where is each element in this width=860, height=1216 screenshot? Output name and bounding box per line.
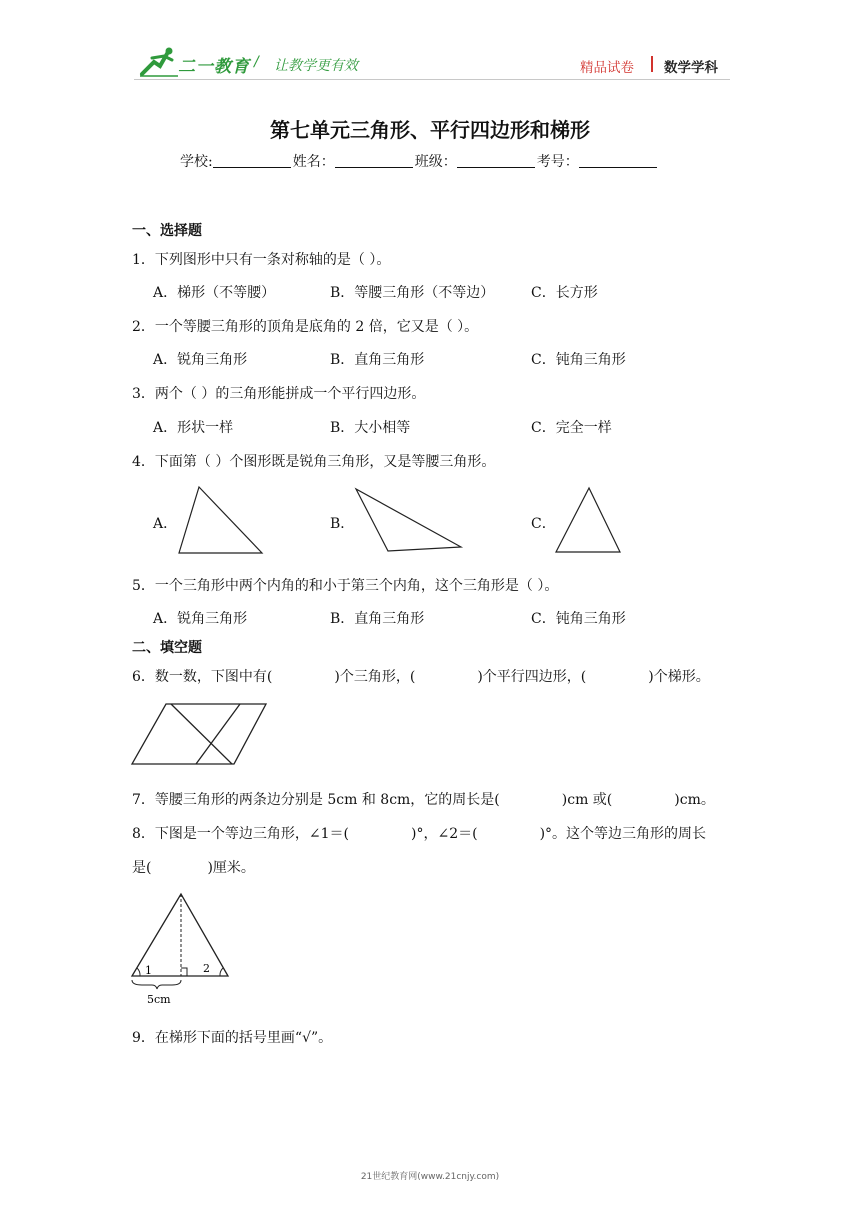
question-7 [132, 789, 715, 809]
q8-equilateral-triangle-figure [126, 888, 236, 1008]
q6-part-2: )个三角形，( [334, 669, 416, 685]
info-id-label: 考号： [536, 154, 579, 170]
question-8 [132, 823, 706, 843]
question-2: 2．一个等腰三角形的顶角是底角的 2 倍，它又是（ ）。 [132, 319, 479, 335]
header-vertical-divider [651, 56, 653, 72]
q7-part-3: )cm。 [674, 792, 715, 808]
q8-part-2: )°，∠2＝( [411, 826, 478, 842]
q3-option-c[interactable]: C．完全一样 [531, 420, 612, 436]
section-heading-choice: 一、选择题 [132, 223, 202, 239]
question-3: 3．两个（ ）的三角形能拼成一个平行四边形。 [132, 386, 426, 402]
q2-option-a[interactable]: A．锐角三角形 [153, 352, 248, 368]
footer-source: 21世纪教育网(www.21cnjy.com) [360, 1172, 500, 1182]
question-8-line-2 [132, 857, 255, 877]
q7-part-2: )cm 或( [561, 792, 613, 808]
q4-triangle-a-figure [170, 482, 270, 558]
logo-runner-icon [138, 46, 180, 78]
q5-option-b[interactable]: B．直角三角形 [330, 611, 425, 627]
header [0, 0, 860, 90]
info-id-blank[interactable] [579, 153, 657, 168]
subject-text: 数学学科 [664, 60, 718, 76]
slash-divider: / [254, 54, 259, 70]
q8-line2-part-1: 是( [132, 860, 152, 876]
q1-option-b[interactable]: B．等腰三角形（不等边） [330, 285, 495, 301]
q8-line2-part-2: )厘米。 [207, 860, 255, 876]
q1-option-c[interactable]: C．长方形 [531, 285, 598, 301]
page-title: 第七单元三角形、平行四边形和梯形 [270, 118, 590, 142]
q7-part-1: 7．等腰三角形的两条边分别是 5cm 和 8cm，它的周长是( [132, 792, 500, 808]
question-1: 1．下列图形中只有一条对称轴的是（ ）。 [132, 252, 391, 268]
logo-text: 二一教育 [178, 57, 250, 77]
q8-part-1: 8．下图是一个等边三角形，∠1＝( [132, 826, 350, 842]
header-rule [134, 79, 730, 80]
question-9: 9．在梯形下面的括号里画“√”。 [132, 1030, 333, 1046]
info-line [180, 151, 659, 171]
q8-part-3: )°。这个等边三角形的周长 [539, 826, 707, 842]
q2-option-c[interactable]: C．钝角三角形 [531, 352, 626, 368]
q8-angle-1-label: 1 [145, 964, 152, 977]
slogan: 让教学更有效 [274, 58, 358, 74]
info-school-blank[interactable] [213, 153, 291, 168]
info-school-label: 学校: [180, 154, 213, 170]
badge-text: 精品试卷 [580, 60, 634, 76]
question-4: 4．下面第（ ）个图形既是锐角三角形，又是等腰三角形。 [132, 454, 496, 470]
q6-part-1: 6．数一数，下图中有( [132, 669, 273, 685]
q4-triangle-b-figure [348, 484, 468, 556]
q3-option-b[interactable]: B．大小相等 [330, 420, 411, 436]
q3-option-a[interactable]: A．形状一样 [153, 420, 234, 436]
q4-option-c[interactable]: C． [531, 516, 556, 532]
q2-option-b[interactable]: B．直角三角形 [330, 352, 425, 368]
q8-angle-2-label: 2 [203, 962, 210, 975]
q5-option-a[interactable]: A．锐角三角形 [153, 611, 248, 627]
q4-option-a[interactable]: A． [153, 516, 178, 532]
info-name-blank[interactable] [335, 153, 413, 168]
q4-option-b[interactable]: B． [330, 516, 355, 532]
q6-part-4: )个梯形。 [648, 669, 710, 685]
question-5: 5．一个三角形中两个内角的和小于第三个内角，这个三角形是（ ）。 [132, 578, 559, 594]
q6-parallelogram-figure [128, 698, 274, 770]
q4-triangle-c-figure [550, 482, 626, 558]
q6-part-3: )个平行四边形，( [477, 669, 587, 685]
q1-option-a[interactable]: A．梯形（不等腰） [153, 285, 276, 301]
section-heading-fill: 二、填空题 [132, 640, 202, 656]
q5-option-c[interactable]: C．钝角三角形 [531, 611, 626, 627]
info-class-blank[interactable] [457, 153, 535, 168]
question-6 [132, 666, 710, 686]
info-class-label: 班级： [414, 154, 457, 170]
info-name-label: 姓名： [292, 154, 335, 170]
q8-length-label: 5cm [147, 993, 171, 1006]
